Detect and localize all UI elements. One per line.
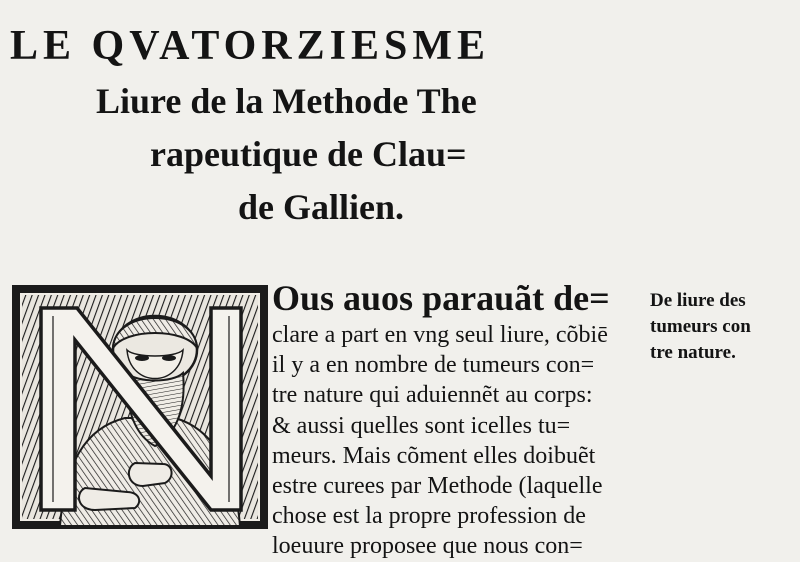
body-paragraph bbox=[272, 278, 652, 562]
marginal-note-line: tre nature. bbox=[650, 342, 736, 363]
chapter-title-line-2: Liure de la Methode The bbox=[96, 81, 477, 121]
body-line: tre nature qui aduiennẽt au corps: bbox=[272, 382, 593, 409]
body-line: & aussi quelles sont icelles tu= bbox=[272, 412, 571, 439]
chapter-title-line-3: rapeutique de Clau= bbox=[150, 134, 467, 174]
woodcut-illustration bbox=[15, 288, 265, 526]
woodcut-initial-n bbox=[12, 285, 268, 529]
body-line: Ous auos parauãt de= bbox=[272, 278, 610, 318]
chapter-title-line-4: de Gallien. bbox=[238, 187, 405, 227]
marginal-note bbox=[650, 288, 751, 366]
body-line: estre curees par Methode (laquelle bbox=[272, 473, 603, 500]
chapter-title-line-1: LE QVATORZIESME bbox=[10, 23, 490, 69]
body-line: il y a en nombre de tumeurs con= bbox=[272, 352, 595, 379]
marginal-note-line: tumeurs con bbox=[650, 316, 751, 337]
marginal-note-line: De liure des bbox=[650, 290, 746, 311]
body-line: chose est la propre profession de bbox=[272, 503, 586, 530]
body-line: meurs. Mais cõment elles doibuẽt bbox=[272, 442, 596, 469]
body-line: loeuure proposee que nous con= bbox=[272, 533, 583, 560]
body-line: clare a part en vng seul liure, cõbiē bbox=[272, 322, 608, 348]
